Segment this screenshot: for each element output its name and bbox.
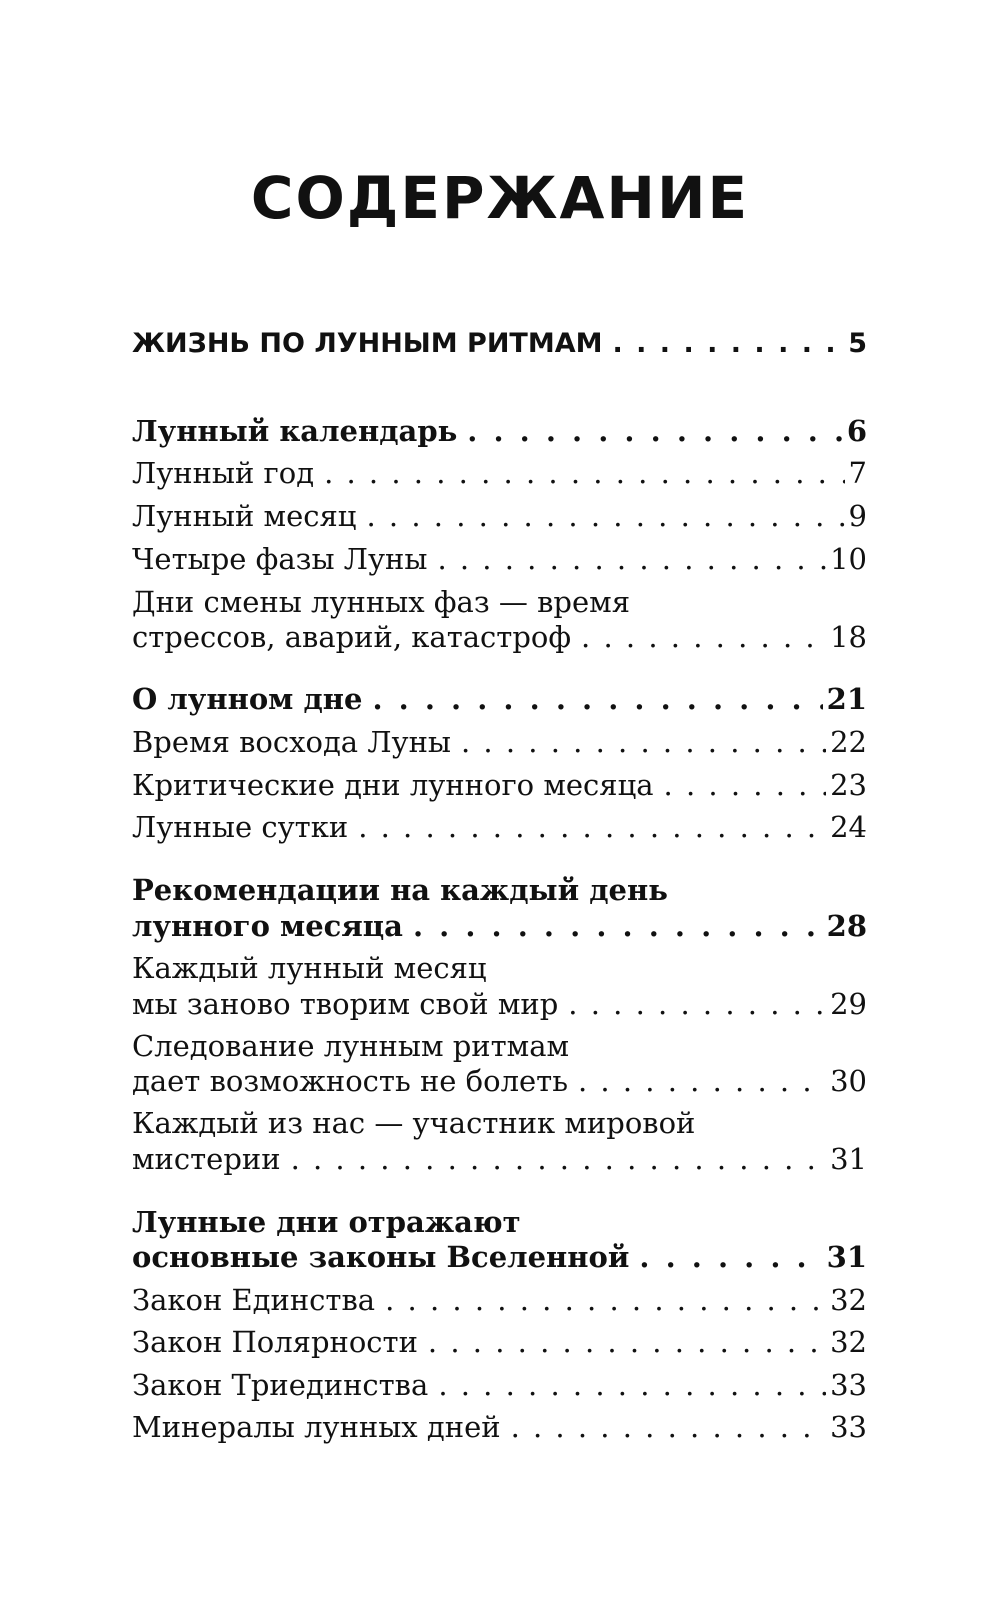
- dot-leader: [362, 681, 822, 717]
- dot-leader: [602, 326, 844, 362]
- toc-page-number: 22: [830, 725, 867, 759]
- toc-entry-moonrise-time[interactable]: [132, 724, 867, 760]
- dot-leader: [457, 413, 843, 449]
- toc-page-number: 24: [830, 810, 867, 844]
- toc-entry-label: Закон Триединства: [132, 1368, 429, 1402]
- dot-leader: [629, 1239, 822, 1275]
- toc-page-number: 28: [826, 909, 867, 943]
- toc-entry-label-line1: Следование лунным ритмам: [132, 1029, 570, 1063]
- toc-entry-lunar-calendar[interactable]: [132, 413, 867, 449]
- toc-entry-label: мы заново творим свой мир: [132, 987, 559, 1021]
- toc-entry-four-moon-phases[interactable]: [132, 541, 867, 577]
- toc-page-number: 30: [830, 1064, 867, 1098]
- dot-leader: [501, 1409, 827, 1445]
- toc-entry-lunar-year[interactable]: [132, 455, 867, 491]
- toc-entry-world-mystery[interactable]: [132, 1141, 867, 1177]
- toc-entry-law-of-trinity[interactable]: [132, 1367, 867, 1403]
- dot-leader: [314, 455, 844, 491]
- toc-entry-phase-change-days[interactable]: [132, 619, 867, 655]
- dot-leader: [568, 1063, 826, 1099]
- toc-entry-label: О лунном дне: [132, 682, 363, 716]
- toc-page-number: 33: [830, 1368, 867, 1402]
- dot-leader: [418, 1324, 826, 1360]
- dot-leader: [558, 986, 826, 1022]
- toc-entry-lunar-month[interactable]: [132, 498, 867, 534]
- dot-leader: [654, 767, 827, 803]
- dot-leader: [428, 1367, 826, 1403]
- toc-entry-label: Четыре фазы Луны: [132, 542, 428, 576]
- toc-entry-laws-of-universe[interactable]: [132, 1239, 867, 1275]
- toc-page-number: 18: [830, 620, 867, 654]
- toc-entry-label: лунного месяца: [132, 909, 403, 943]
- toc-page-number: 32: [830, 1325, 867, 1359]
- dot-leader: [348, 809, 826, 845]
- toc-entry-label-line1: Рекомендации на каждый день: [132, 873, 668, 907]
- toc-entry-life-by-lunar-rhythms[interactable]: [132, 326, 867, 362]
- toc-entry-minerals[interactable]: [132, 1409, 867, 1445]
- toc-page-number: 10: [830, 542, 867, 576]
- toc-entry-label: Закон Полярности: [132, 1325, 418, 1359]
- dot-leader: [403, 908, 823, 944]
- toc-page-number: 5: [848, 328, 867, 359]
- toc-entry-create-world[interactable]: [132, 986, 867, 1022]
- toc-entry-label: Лунный месяц: [132, 499, 357, 533]
- toc-entry-daily-recommendations[interactable]: [132, 908, 867, 944]
- toc-entry-label: основные законы Вселенной: [132, 1240, 630, 1274]
- toc-entry-label: ЖИЗНЬ ПО ЛУННЫМ РИТМАМ: [132, 328, 603, 359]
- page-title: СОДЕРЖАНИЕ: [250, 164, 750, 232]
- toc-entry-label: Лунный год: [132, 456, 315, 490]
- toc-entry-label: мистерии: [132, 1142, 281, 1176]
- toc-entry-lunar-days[interactable]: [132, 809, 867, 845]
- toc-page-number: 29: [830, 987, 867, 1021]
- toc-page-number: 33: [830, 1410, 867, 1444]
- toc-entry-label-line1: Каждый лунный месяц: [132, 951, 487, 985]
- toc-entry-label-line1: Каждый из нас — участник мировой: [132, 1106, 696, 1140]
- toc-page-number: 31: [830, 1142, 867, 1176]
- toc-entry-label: Минералы лунных дней: [132, 1410, 501, 1444]
- dot-leader: [281, 1141, 827, 1177]
- toc-page-number: 32: [830, 1283, 867, 1317]
- dot-leader: [356, 498, 844, 534]
- toc-entry-not-get-sick[interactable]: [132, 1063, 867, 1099]
- toc-entry-label: Закон Единства: [132, 1283, 376, 1317]
- toc-entry-label: Критические дни лунного месяца: [132, 768, 654, 802]
- toc-entry-law-of-unity[interactable]: [132, 1282, 867, 1318]
- toc-page-number: 21: [826, 682, 867, 716]
- dot-leader: [427, 541, 826, 577]
- toc-page-number: 31: [826, 1240, 867, 1274]
- toc-entry-critical-days[interactable]: [132, 767, 867, 803]
- toc-entry-label: Лунные сутки: [132, 810, 349, 844]
- toc-entry-law-of-polarity[interactable]: [132, 1324, 867, 1360]
- toc-entry-label-line1: Дни смены лунных фаз — время: [132, 585, 630, 619]
- toc-entry-label: Время восхода Луны: [132, 725, 451, 759]
- toc-entry-label-line1: Лунные дни отражают: [132, 1205, 521, 1239]
- toc-entry-about-lunar-day[interactable]: [132, 681, 867, 717]
- toc-entry-label: дает возможность не болеть: [132, 1064, 568, 1098]
- toc-page-number: 23: [830, 768, 867, 802]
- toc-page-number: 7: [848, 456, 867, 490]
- toc-entry-label: стрессов, аварий, катастроф: [132, 620, 572, 654]
- toc-page-number: 6: [846, 414, 867, 448]
- toc-entry-label: Лунный календарь: [132, 414, 458, 448]
- toc-page-number: 9: [848, 499, 867, 533]
- dot-leader: [571, 619, 826, 655]
- dot-leader: [451, 724, 826, 760]
- dot-leader: [375, 1282, 826, 1318]
